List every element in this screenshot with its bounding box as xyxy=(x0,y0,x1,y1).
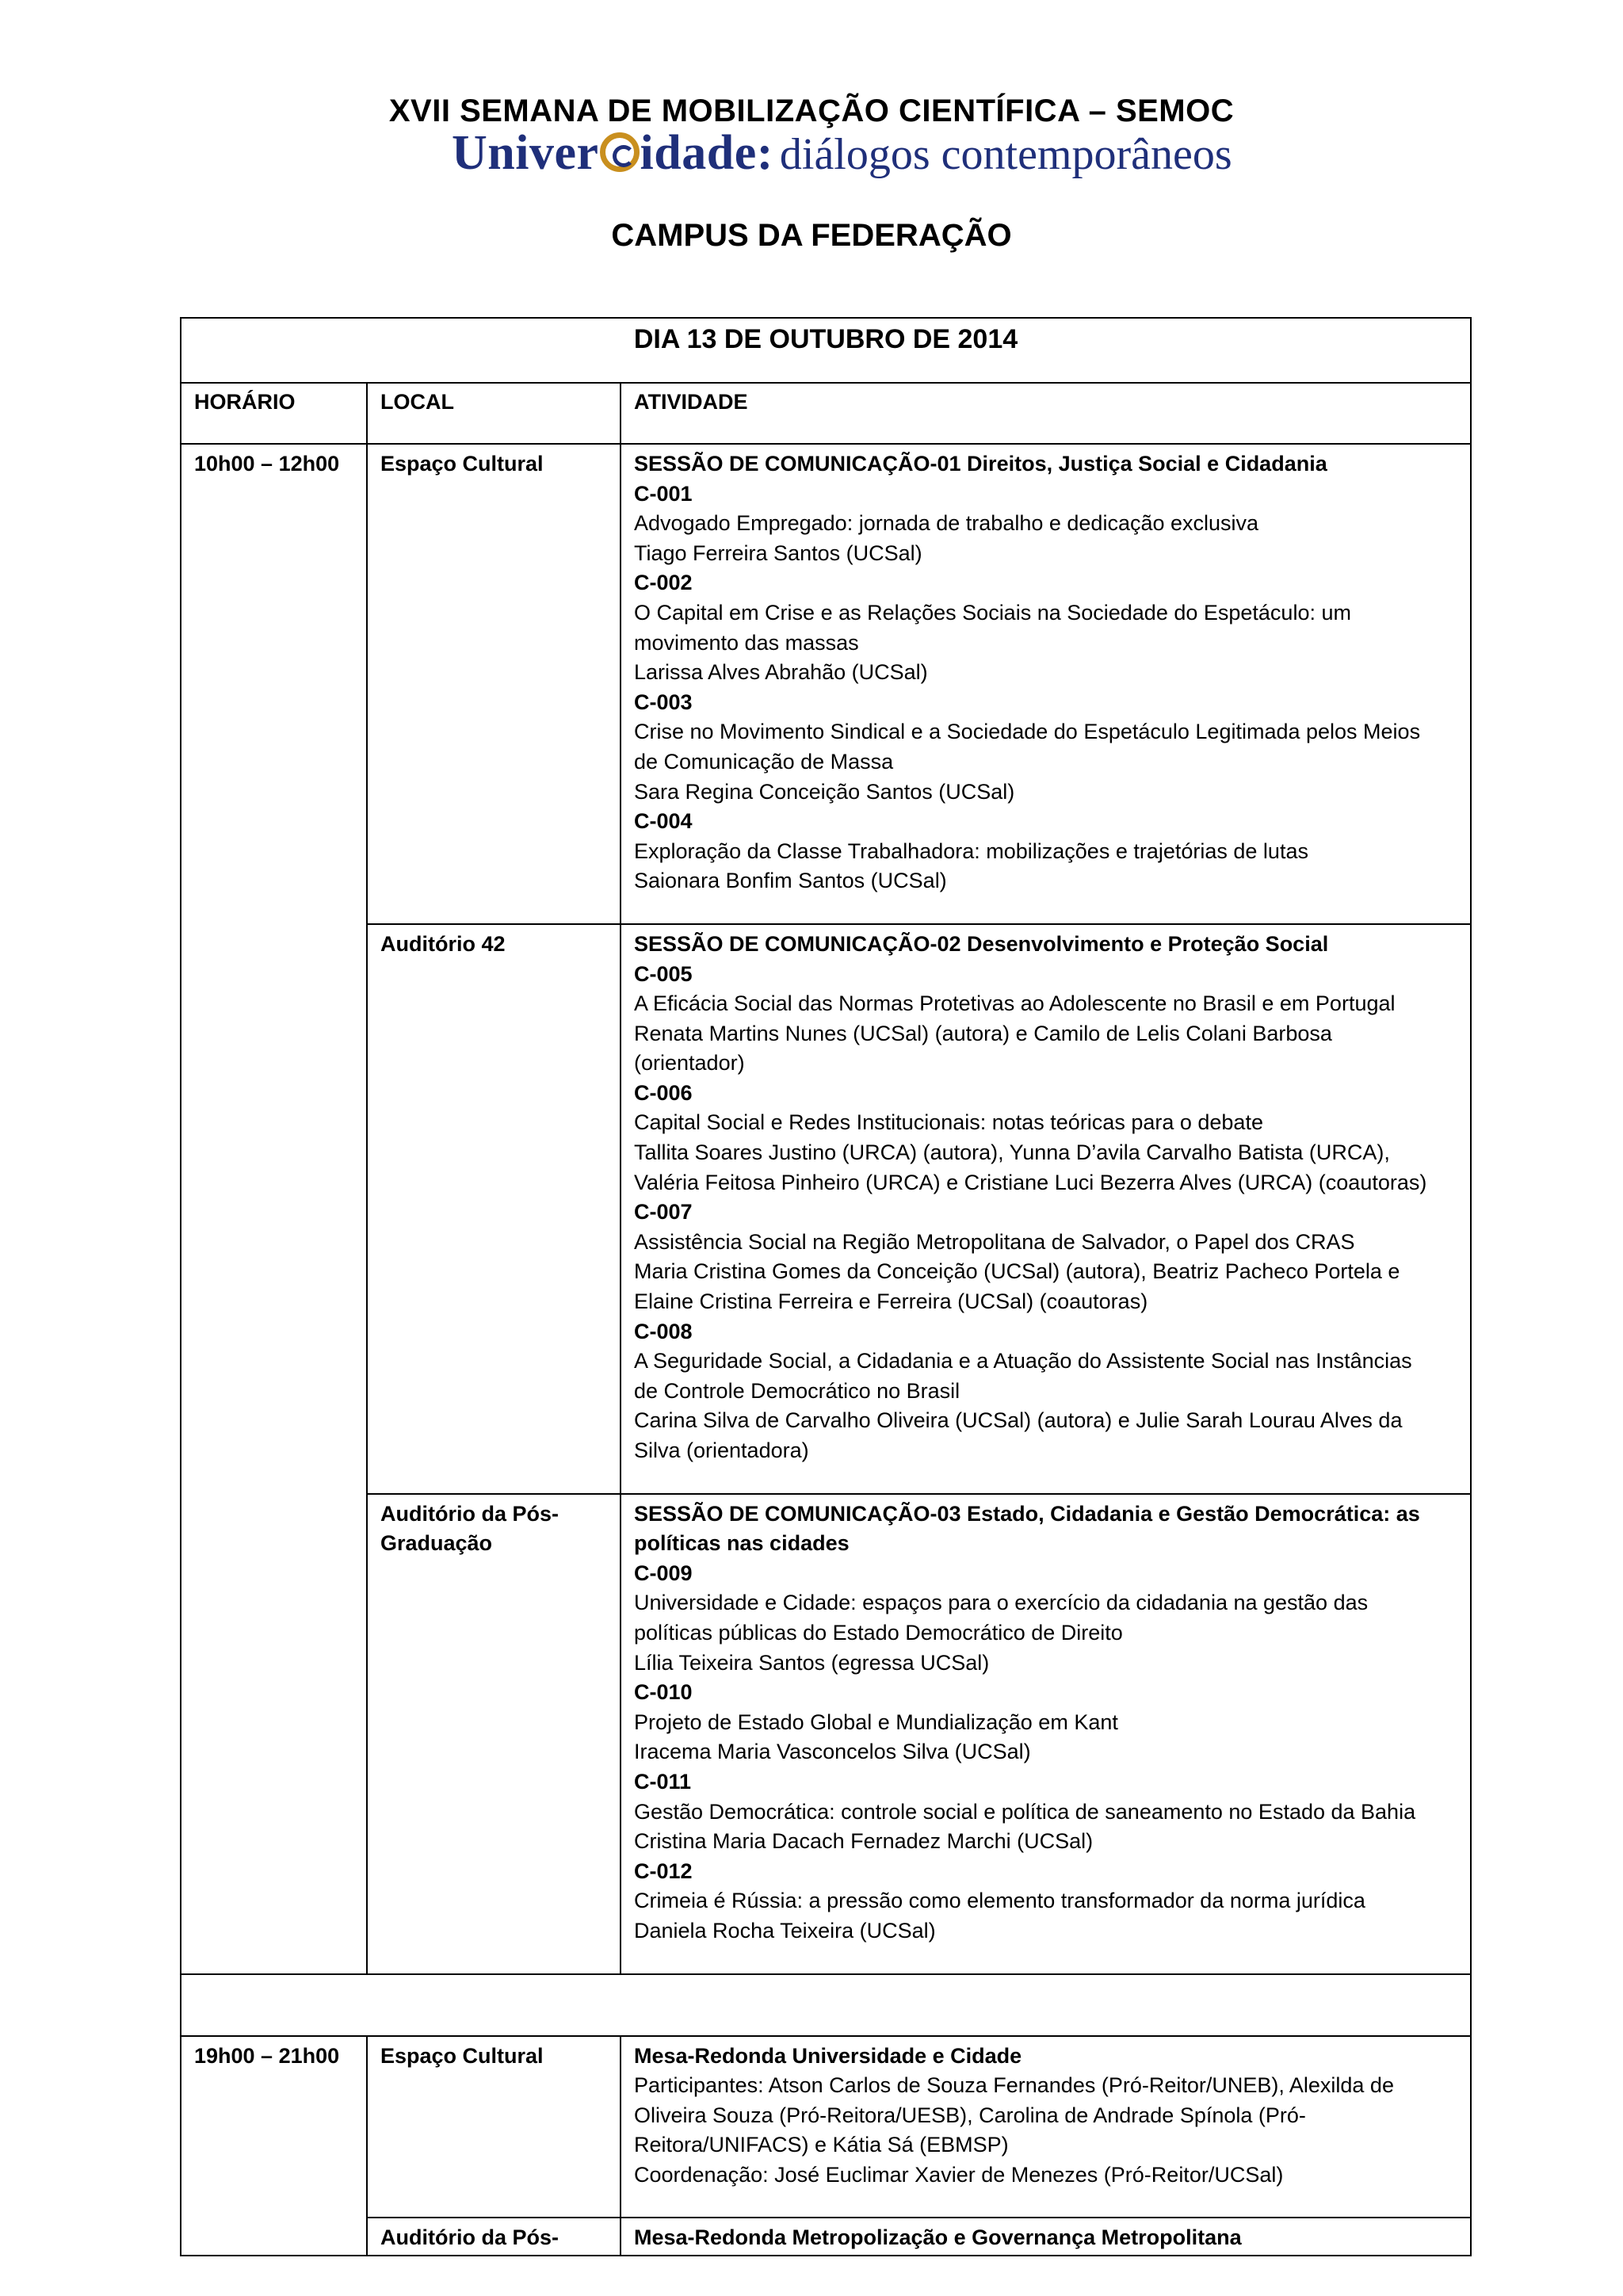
table-row xyxy=(181,2036,1471,2218)
local-line: Graduação xyxy=(380,1531,493,1556)
table-row xyxy=(181,1494,1471,1974)
session-heading-line: C-002 xyxy=(634,571,693,595)
session-heading-line: C-006 xyxy=(634,1080,693,1105)
event-title: XVII SEMANA DE MOBILIZAÇÃO CIENTÍFICA – SEMOC xyxy=(388,94,1235,128)
session-text-line: Advogado Empregado: jornada de trabalho e dedicação exclusiva xyxy=(634,511,1259,536)
session-text-line: Tallita Soares Justino (URCA) (autora), Yunna D’avila Carvalho Batista (URCA), xyxy=(634,1140,1390,1165)
day-title: DIA 13 DE OUTUBRO DE 2014 xyxy=(181,318,1471,383)
column-header-local: LOCAL xyxy=(367,383,621,444)
column-header-atividade: ATIVIDADE xyxy=(621,383,1471,444)
session-text-line: A Eficácia Social das Normas Protetivas ao Adolescente no Brasil e em Portugal xyxy=(634,991,1396,1016)
local-cell xyxy=(367,1494,621,1974)
event-logo xyxy=(452,125,1232,185)
time-cell: 19h00 – 21h00 xyxy=(181,2036,367,2256)
local-cell: Auditório 42 xyxy=(367,924,621,1494)
session-text-line: Saionara Bonfim Santos (UCSal) xyxy=(634,869,947,893)
session-heading-line: C-001 xyxy=(634,481,693,506)
session-text-line: Lília Teixeira Santos (egressa UCSal) xyxy=(634,1650,990,1675)
table-row xyxy=(181,924,1471,1494)
logo-text-part2: idade: xyxy=(640,126,773,180)
session-text-line: Exploração da Classe Trabalhadora: mobilizações e trajetórias de lutas xyxy=(634,839,1308,863)
table-row xyxy=(181,2218,1471,2256)
session-lines xyxy=(634,2223,1457,2253)
session-heading-line: C-010 xyxy=(634,1680,693,1705)
session-lines xyxy=(634,930,1457,1466)
logo-text-part1: Univer xyxy=(452,126,599,180)
logo-tagline: diálogos contemporâneos xyxy=(779,130,1232,179)
activity-cell xyxy=(621,1494,1471,1974)
session-text-line: Cristina Maria Dacach Fernadez Marchi (UCSal) xyxy=(634,1829,1094,1854)
activity-cell xyxy=(621,924,1471,1494)
logo-swirl-icon xyxy=(600,132,640,172)
table-row xyxy=(181,444,1471,924)
session-text-line: Carina Silva de Carvalho Oliveira (UCSal) (autora) e Julie Sarah Lourau Alves da xyxy=(634,1408,1403,1433)
local-cell: Espaço Cultural xyxy=(367,444,621,924)
local-cell: Espaço Cultural xyxy=(367,2036,621,2218)
session-text-line: Valéria Feitosa Pinheiro (URCA) e Cristiane Luci Bezerra Alves (URCA) (coautoras) xyxy=(634,1170,1427,1194)
session-heading-line: SESSÃO DE COMUNICAÇÃO-02 Desenvolvimento e Proteção Social xyxy=(634,931,1329,956)
local-cell: Auditório da Pós- xyxy=(367,2218,621,2256)
session-text-line: Crimeia é Rússia: a pressão como elemento transformador da norma jurídica xyxy=(634,1889,1365,1913)
session-text-line: Larissa Alves Abrahão (UCSal) xyxy=(634,660,928,685)
session-text-line: Elaine Cristina Ferreira e Ferreira (UCSal) (coautoras) xyxy=(634,1289,1148,1314)
session-lines xyxy=(634,2042,1457,2191)
session-heading-line: C-007 xyxy=(634,1200,693,1224)
schedule-table xyxy=(180,317,1472,2256)
session-text-line: Renata Martins Nunes (UCSal) (autora) e Camilo de Lelis Colani Barbosa xyxy=(634,1021,1332,1045)
session-heading-line: Mesa-Redonda Universidade e Cidade xyxy=(634,2043,1022,2068)
session-lines xyxy=(634,449,1457,896)
column-header-row xyxy=(181,383,1471,444)
day-header-row xyxy=(181,318,1471,383)
session-text-line: de Comunicação de Massa xyxy=(634,749,894,774)
session-text-line: movimento das massas xyxy=(634,630,859,655)
local-line: Auditório da Pós- xyxy=(380,1501,559,1526)
spacer-row xyxy=(181,1974,1471,2036)
activity-cell xyxy=(621,2036,1471,2218)
session-text-line: Participantes: Atson Carlos de Souza Fernandes (Pró-Reitor/UNEB), Alexilda de xyxy=(634,2073,1394,2098)
session-heading-line: C-003 xyxy=(634,690,693,714)
session-text-line: Gestão Democrática: controle social e política de saneamento no Estado da Bahia xyxy=(634,1799,1416,1824)
activity-cell xyxy=(621,444,1471,924)
session-heading-line: C-008 xyxy=(634,1319,693,1343)
session-lines xyxy=(634,1499,1457,1946)
session-heading-line: SESSÃO DE COMUNICAÇÃO-01 Direitos, Justiça Social e Cidadania xyxy=(634,452,1327,476)
session-text-line: A Seguridade Social, a Cidadania e a Atuação do Assistente Social nas Instâncias xyxy=(634,1349,1412,1373)
time-cell: 10h00 – 12h00 xyxy=(181,444,367,1974)
session-text-line: Projeto de Estado Global e Mundialização em Kant xyxy=(634,1710,1118,1734)
session-text-line: Assistência Social na Região Metropolitana de Salvador, o Papel dos CRAS xyxy=(634,1229,1355,1254)
session-heading-line: políticas nas cidades xyxy=(634,1531,850,1556)
session-text-line: Crise no Movimento Sindical e a Sociedade do Espetáculo Legitimada pelos Meios xyxy=(634,720,1421,744)
session-text-line: Daniela Rocha Teixeira (UCSal) xyxy=(634,1918,936,1943)
activity-cell xyxy=(621,2218,1471,2256)
session-text-line: Iracema Maria Vasconcelos Silva (UCSal) xyxy=(634,1740,1031,1764)
session-heading-line: SESSÃO DE COMUNICAÇÃO-03 Estado, Cidadania e Gestão Democrática: as xyxy=(634,1501,1420,1526)
session-heading-line: C-012 xyxy=(634,1859,693,1883)
session-text-line: Maria Cristina Gomes da Conceição (UCSal) (autora), Beatriz Pacheco Portela e xyxy=(634,1259,1400,1284)
session-text-line: de Controle Democrático no Brasil xyxy=(634,1378,960,1403)
session-text-line: Capital Social e Redes Institucionais: notas teóricas para o debate xyxy=(634,1110,1263,1135)
session-text-line: Tiago Ferreira Santos (UCSal) xyxy=(634,541,922,565)
session-text-line: Reitora/UNIFACS) e Kátia Sá (EBMSP) xyxy=(634,2133,1009,2157)
session-heading-line: C-009 xyxy=(634,1561,693,1585)
session-text-line: Silva (orientadora) xyxy=(634,1438,809,1462)
session-text-line: O Capital em Crise e as Relações Sociais na Sociedade do Espetáculo: um xyxy=(634,600,1351,625)
spacer-cell xyxy=(181,1974,1471,2036)
session-heading-line: C-004 xyxy=(634,809,693,834)
session-text-line: Universidade e Cidade: espaços para o exercício da cidadania na gestão das xyxy=(634,1591,1369,1615)
session-text-line: Oliveira Souza (Pró-Reitora/UESB), Carolina de Andrade Spínola (Pró- xyxy=(634,2103,1306,2127)
session-text-line: (orientador) xyxy=(634,1051,745,1075)
session-text-line: políticas públicas do Estado Democrático de Direito xyxy=(634,1620,1123,1645)
session-text-line: Sara Regina Conceição Santos (UCSal) xyxy=(634,779,1015,804)
session-heading-line: C-011 xyxy=(634,1769,692,1794)
session-heading-line: C-005 xyxy=(634,961,693,986)
campus-heading: CAMPUS DA FEDERAÇÃO xyxy=(611,218,1012,253)
column-header-horario: HORÁRIO xyxy=(181,383,367,444)
session-text-line: Coordenação: José Euclimar Xavier de Menezes (Pró-Reitor/UCSal) xyxy=(634,2162,1284,2187)
session-heading-line: Mesa-Redonda Metropolização e Governança Metropolitana xyxy=(634,2225,1242,2250)
